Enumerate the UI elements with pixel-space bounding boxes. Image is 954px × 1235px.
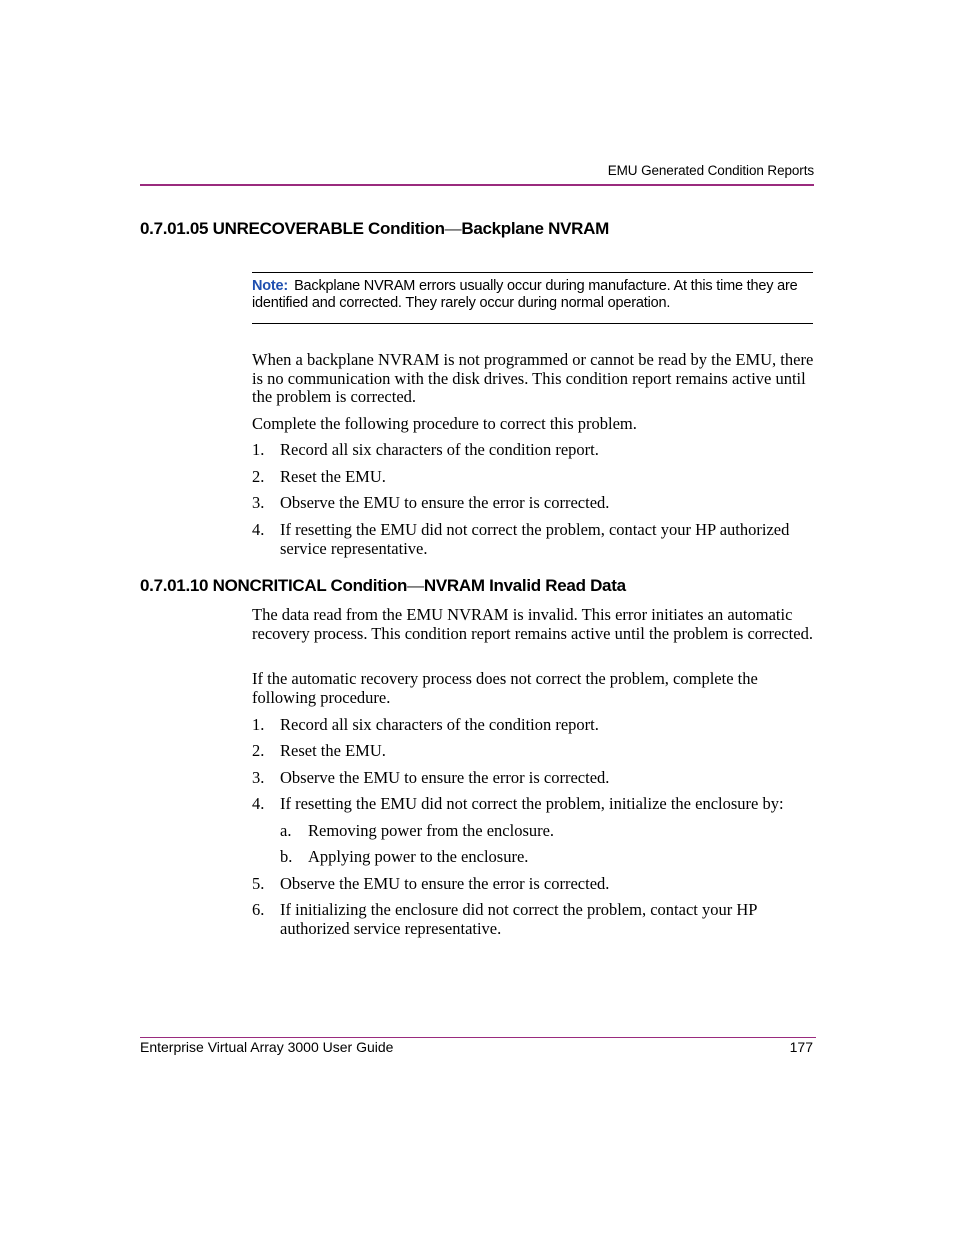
list-item-text: If initializing the enclosure did not correct the problem, contact your HP authorized service representative.	[280, 900, 757, 938]
list-item-number: 6.	[252, 900, 265, 919]
sub-list-item	[280, 822, 810, 841]
footer-title: Enterprise Virtual Array 3000 User Guide	[140, 1039, 394, 1055]
note-body: Backplane NVRAM errors usually occur during manufacture. At this time they are identified and corrected. They rarely occur during normal operation.	[252, 278, 798, 311]
running-head: EMU Generated Condition Reports	[607, 163, 814, 178]
sub-list-item-text: Removing power from the enclosure.	[308, 821, 555, 840]
heading-main: 0.7.01.10 NONCRITICAL Condition	[140, 576, 408, 595]
list-item-number: 2.	[252, 467, 265, 486]
list-item-number: 4.	[252, 794, 265, 813]
note-box	[252, 272, 813, 324]
paragraph: Complete the following procedure to correct this problem.	[252, 414, 637, 433]
list-item-number: 4.	[252, 520, 265, 539]
list-item	[252, 901, 817, 938]
sub-list-item	[280, 848, 810, 867]
list-item	[252, 521, 817, 558]
list-item-text: Reset the EMU.	[280, 741, 386, 760]
sub-list-item-text: Applying power to the enclosure.	[308, 847, 529, 866]
section-heading-noncritical	[140, 576, 626, 596]
paragraph: The data read from the EMU NVRAM is invalid. This error initiates an automatic recovery process. This condition report remains active until the problem is corrected.	[252, 605, 813, 643]
list-item-text: If resetting the EMU did not correct the problem, contact your HP authorized service representative.	[280, 520, 790, 558]
sub-list-item-letter: a.	[280, 821, 292, 840]
list-item-text: If resetting the EMU did not correct the problem, initialize the enclosure by:	[280, 794, 784, 813]
list-item-number: 1.	[252, 440, 265, 459]
list-item	[252, 441, 817, 460]
list-item-number: 3.	[252, 493, 265, 512]
list-item-text: Record all six characters of the condition report.	[280, 715, 599, 734]
paragraph: If the automatic recovery process does not correct the problem, complete the following procedure.	[252, 669, 758, 707]
list-item-text: Observe the EMU to ensure the error is corrected.	[280, 768, 610, 787]
list-item-number: 5.	[252, 874, 265, 893]
list-item	[252, 494, 817, 513]
heading-dash: —	[444, 219, 462, 238]
list-item-text: Reset the EMU.	[280, 467, 386, 486]
note-label: Note:	[252, 278, 289, 294]
heading-sub: Backplane NVRAM	[461, 219, 609, 238]
header-rule	[140, 184, 814, 186]
list-item-text: Observe the EMU to ensure the error is corrected.	[280, 874, 610, 893]
list-item-number: 3.	[252, 768, 265, 787]
list-item-text: Observe the EMU to ensure the error is corrected.	[280, 493, 610, 512]
list-item	[252, 742, 817, 761]
heading-main: 0.7.01.05 UNRECOVERABLE Condition	[140, 219, 445, 238]
section-heading-unrecoverable	[140, 219, 609, 239]
list-item	[252, 795, 817, 814]
list-item	[252, 769, 817, 788]
list-item-number: 2.	[252, 741, 265, 760]
sub-list-item-letter: b.	[280, 847, 293, 866]
heading-sub: NVRAM Invalid Read Data	[423, 576, 626, 595]
paragraph: When a backplane NVRAM is not programmed or cannot be read by the EMU, there is no communication with the disk drives. This condition report remains active until the problem is corrected.	[252, 350, 814, 406]
list-item	[252, 468, 817, 487]
list-item-text: Record all six characters of the condition report.	[280, 440, 599, 459]
note-text	[252, 278, 813, 312]
list-item	[252, 875, 817, 894]
page-number: 177	[789, 1039, 813, 1055]
footer-rule	[140, 1037, 816, 1038]
list-item-number: 1.	[252, 715, 265, 734]
heading-dash: —	[407, 576, 424, 595]
list-item	[252, 716, 817, 735]
